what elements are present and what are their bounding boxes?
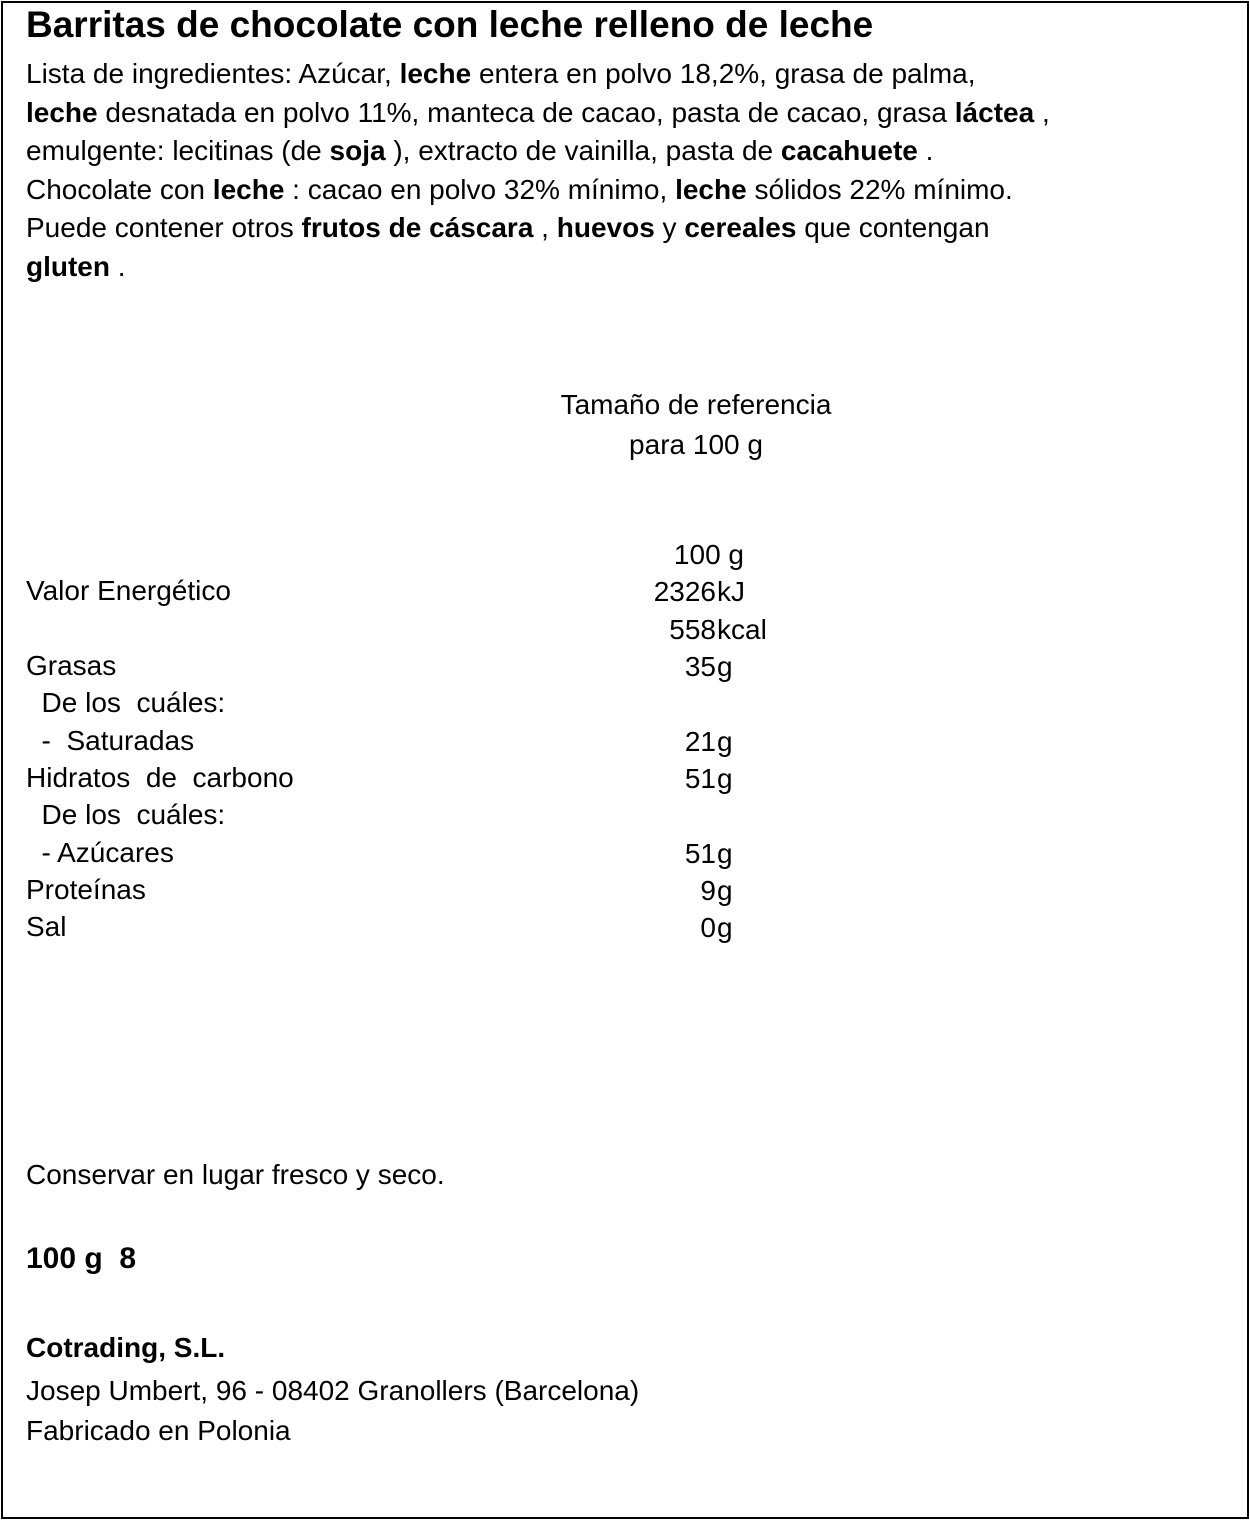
fat-unit: g (717, 651, 733, 682)
ingredients-text: que contengan (796, 212, 990, 243)
ingredients-line (26, 171, 1226, 210)
reference-size-line2: para 100 g (629, 429, 763, 460)
storage-instructions: Conservar en lugar fresco y seco. (26, 1159, 445, 1190)
ingredients-text: , (1034, 96, 1050, 128)
protein-value: 9 (700, 875, 716, 906)
saturates-label: - Saturadas (26, 725, 195, 756)
country-of-origin: Fabricado en Polonia (26, 1415, 291, 1446)
ingredients-line (26, 94, 1226, 133)
protein-label: Proteínas (26, 874, 146, 905)
saturates-value: 21 (684, 726, 716, 757)
company-name: Cotrading, S.L. (26, 1332, 226, 1363)
ingredients-line (26, 209, 1226, 248)
allergen-highlight: leche (26, 96, 98, 128)
sugars-unit: g (717, 838, 733, 869)
energy-kj-unit: kJ (717, 576, 745, 607)
ingredients-text: , (533, 212, 557, 243)
allergen-highlight: leche (675, 173, 747, 205)
ingredients-text: . (110, 250, 126, 282)
allergen-highlight: leche (399, 58, 472, 89)
company-address: Josep Umbert, 96 - 08402 Granollers (Barcelona) (26, 1375, 640, 1406)
carbs-breakdown-label: De los cuáles: (26, 799, 226, 830)
allergen-highlight: gluten (26, 250, 110, 282)
energy-kj-value: 2326 (653, 576, 716, 607)
ingredients-text: : cacao en polvo 32% mínimo, (284, 173, 676, 205)
allergen-highlight: huevos (556, 212, 655, 243)
ingredients-text: Lista de ingredientes: Azúcar, (26, 58, 400, 89)
carbs-value: 51 (684, 763, 716, 794)
ingredients-text: desnatada en polvo 11%, manteca de cacao, pasta de cacao, grasa (97, 96, 955, 128)
ingredients-text: entera en polvo 18,2%, grasa de palma, (471, 58, 976, 89)
salt-value: 0 (700, 912, 716, 943)
allergen-highlight: leche (212, 173, 285, 205)
energy-label: Valor Energético (26, 575, 231, 606)
protein-unit: g (717, 875, 733, 906)
allergen-highlight: láctea (954, 96, 1035, 128)
ingredients-text: emulgente: lecitinas (de (26, 135, 330, 166)
ingredients-text: ), extracto de vainilla, pasta de (385, 135, 781, 166)
carbs-unit: g (717, 763, 733, 794)
energy-kcal-value: 558 (669, 614, 716, 645)
reference-size-line1: Tamaño de referencia (560, 389, 832, 420)
nutrition-column-header: 100 g (673, 539, 744, 570)
fat-value: 35 (684, 651, 716, 682)
fat-breakdown-label: De los cuáles: (26, 687, 226, 718)
product-title: Barritas de chocolate con leche relleno de leche (26, 4, 874, 45)
ingredients-text: y (654, 212, 685, 243)
allergen-highlight: cacahuete (780, 135, 918, 166)
net-weight: 100 g 8 (26, 1242, 137, 1275)
fat-label: Grasas (26, 650, 117, 681)
carbs-label: Hidratos de carbono (26, 762, 294, 793)
salt-unit: g (717, 912, 733, 943)
ingredients-text: sólidos 22% mínimo. (746, 173, 1013, 205)
salt-label: Sal (26, 911, 67, 942)
energy-kcal-unit: kcal (717, 614, 767, 645)
ingredients-list (26, 55, 1226, 286)
ingredients-line (26, 55, 1226, 94)
ingredients-line (26, 132, 1226, 171)
ingredients-text: . (917, 135, 934, 166)
ingredients-line (26, 248, 1226, 287)
saturates-unit: g (717, 726, 733, 757)
allergen-highlight: frutos de cáscara (301, 212, 534, 243)
sugars-label: - Azúcares (26, 837, 174, 868)
ingredients-text: Puede contener otros (26, 212, 302, 243)
allergen-highlight: soja (329, 135, 386, 166)
ingredients-text: Chocolate con (26, 173, 213, 205)
allergen-highlight: cereales (684, 212, 797, 243)
sugars-value: 51 (684, 838, 716, 869)
